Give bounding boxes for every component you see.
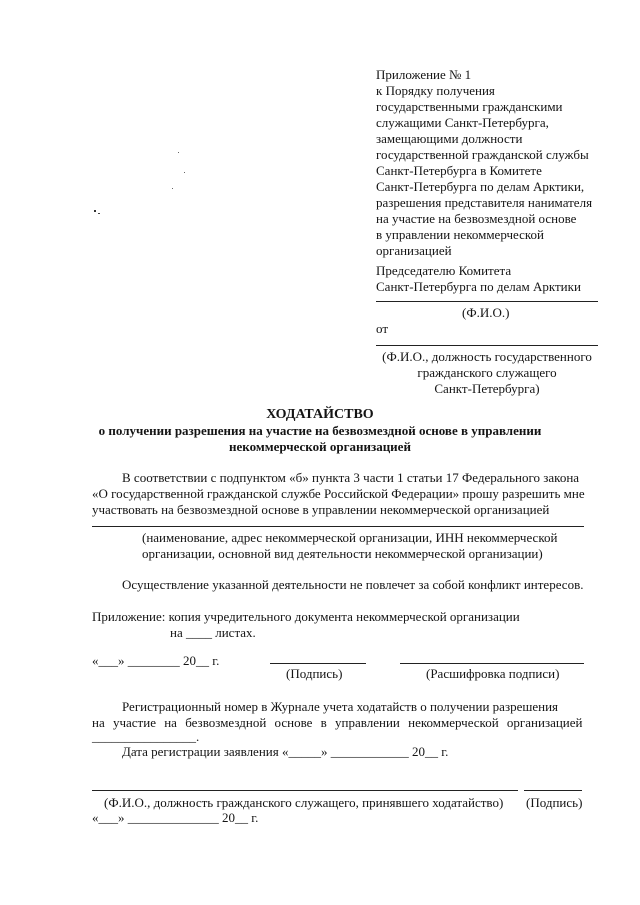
scan-speck (184, 172, 185, 173)
signature-date: «___» ________ 20__ г. (92, 653, 220, 668)
appendix-line: Санкт-Петербурга по делам Арктики, (376, 179, 585, 194)
registration-line: Регистрационный номер в Журнале учета ходатайств о получении разрешения (122, 699, 559, 714)
registration-number: ________________. (92, 729, 200, 744)
title-sub: некоммерческой организацией (229, 439, 411, 454)
appendix-line: Приложение № 1 (376, 67, 472, 82)
registration-line: на участие на безвозмездной основе в управлении некоммерческой организацией (92, 715, 583, 730)
decode-caption: (Расшифровка подписи) (426, 666, 560, 681)
sender-line (376, 345, 598, 346)
body-line: «О государственной гражданской службе Российской Федерации» прошу разрешить мне (92, 486, 585, 501)
receiver-caption: (Ф.И.О., должность гражданского служащего, принявшего ходатайство) (104, 795, 504, 810)
attachment-line: Приложение: копия учредительного документа некоммерческой организации (92, 609, 520, 624)
conflict-statement: Осуществление указанной деятельности не повлечет за собой конфликт интересов. (122, 577, 584, 592)
signature-line (270, 663, 366, 664)
sender-caption: (Ф.И.О., должность государственного (382, 349, 592, 364)
addressee-line1: Председателю Комитета (376, 263, 512, 278)
scan-speck (178, 152, 179, 153)
scan-speck (94, 210, 96, 212)
org-caption: (наименование, адрес некоммерческой организации, ИНН некоммерческой (142, 530, 558, 545)
appendix-line: к Порядку получения (376, 83, 495, 98)
addressee-line2: Санкт-Петербурга по делам Арктики (376, 279, 581, 294)
sender-caption: гражданского служащего (417, 365, 557, 380)
appendix-line: Санкт-Петербурга в Комитете (376, 163, 542, 178)
scan-speck (172, 188, 173, 189)
decode-line (400, 663, 584, 664)
fio-line (376, 301, 598, 302)
appendix-line: организацией (376, 243, 452, 258)
from-label: от (376, 321, 389, 336)
title-main: ХОДАТАЙСТВО (266, 407, 374, 422)
attachment-pages: на ____ листах. (170, 625, 256, 640)
appendix-line: на участие на безвозмездной основе (376, 211, 577, 226)
org-caption: организации, основной вид деятельности некоммерческой организации) (142, 546, 543, 561)
scan-speck (98, 213, 100, 214)
receiver-sign-caption: (Подпись) (526, 795, 583, 810)
receiver-line (92, 790, 518, 791)
signature-caption: (Подпись) (286, 666, 343, 681)
appendix-line: служащими Санкт-Петербурга, (376, 115, 549, 130)
appendix-line: в управлении некоммерческой (376, 227, 545, 242)
org-line (92, 526, 584, 527)
body-line: участвовать на безвозмездной основе в управлении некоммерческой организацией (92, 502, 550, 517)
registration-date: Дата регистрации заявления «_____» ____________ 20__ г. (122, 744, 449, 759)
appendix-line: разрешения представителя нанимателя (376, 195, 593, 210)
fio-caption: (Ф.И.О.) (462, 305, 510, 320)
appendix-line: замещающими должности (376, 131, 523, 146)
body-line: В соответствии с подпунктом «б» пункта 3 части 1 статьи 17 Федерального закона (122, 470, 580, 485)
receiver-date: «___» ______________ 20__ г. (92, 810, 259, 825)
receiver-sign-line (524, 790, 582, 791)
appendix-line: государственными гражданскими (376, 99, 563, 114)
title-sub: о получении разрешения на участие на безвозмездной основе в управлении (98, 423, 542, 438)
sender-caption: Санкт-Петербурга) (434, 381, 540, 396)
appendix-line: государственной гражданской службы (376, 147, 589, 162)
